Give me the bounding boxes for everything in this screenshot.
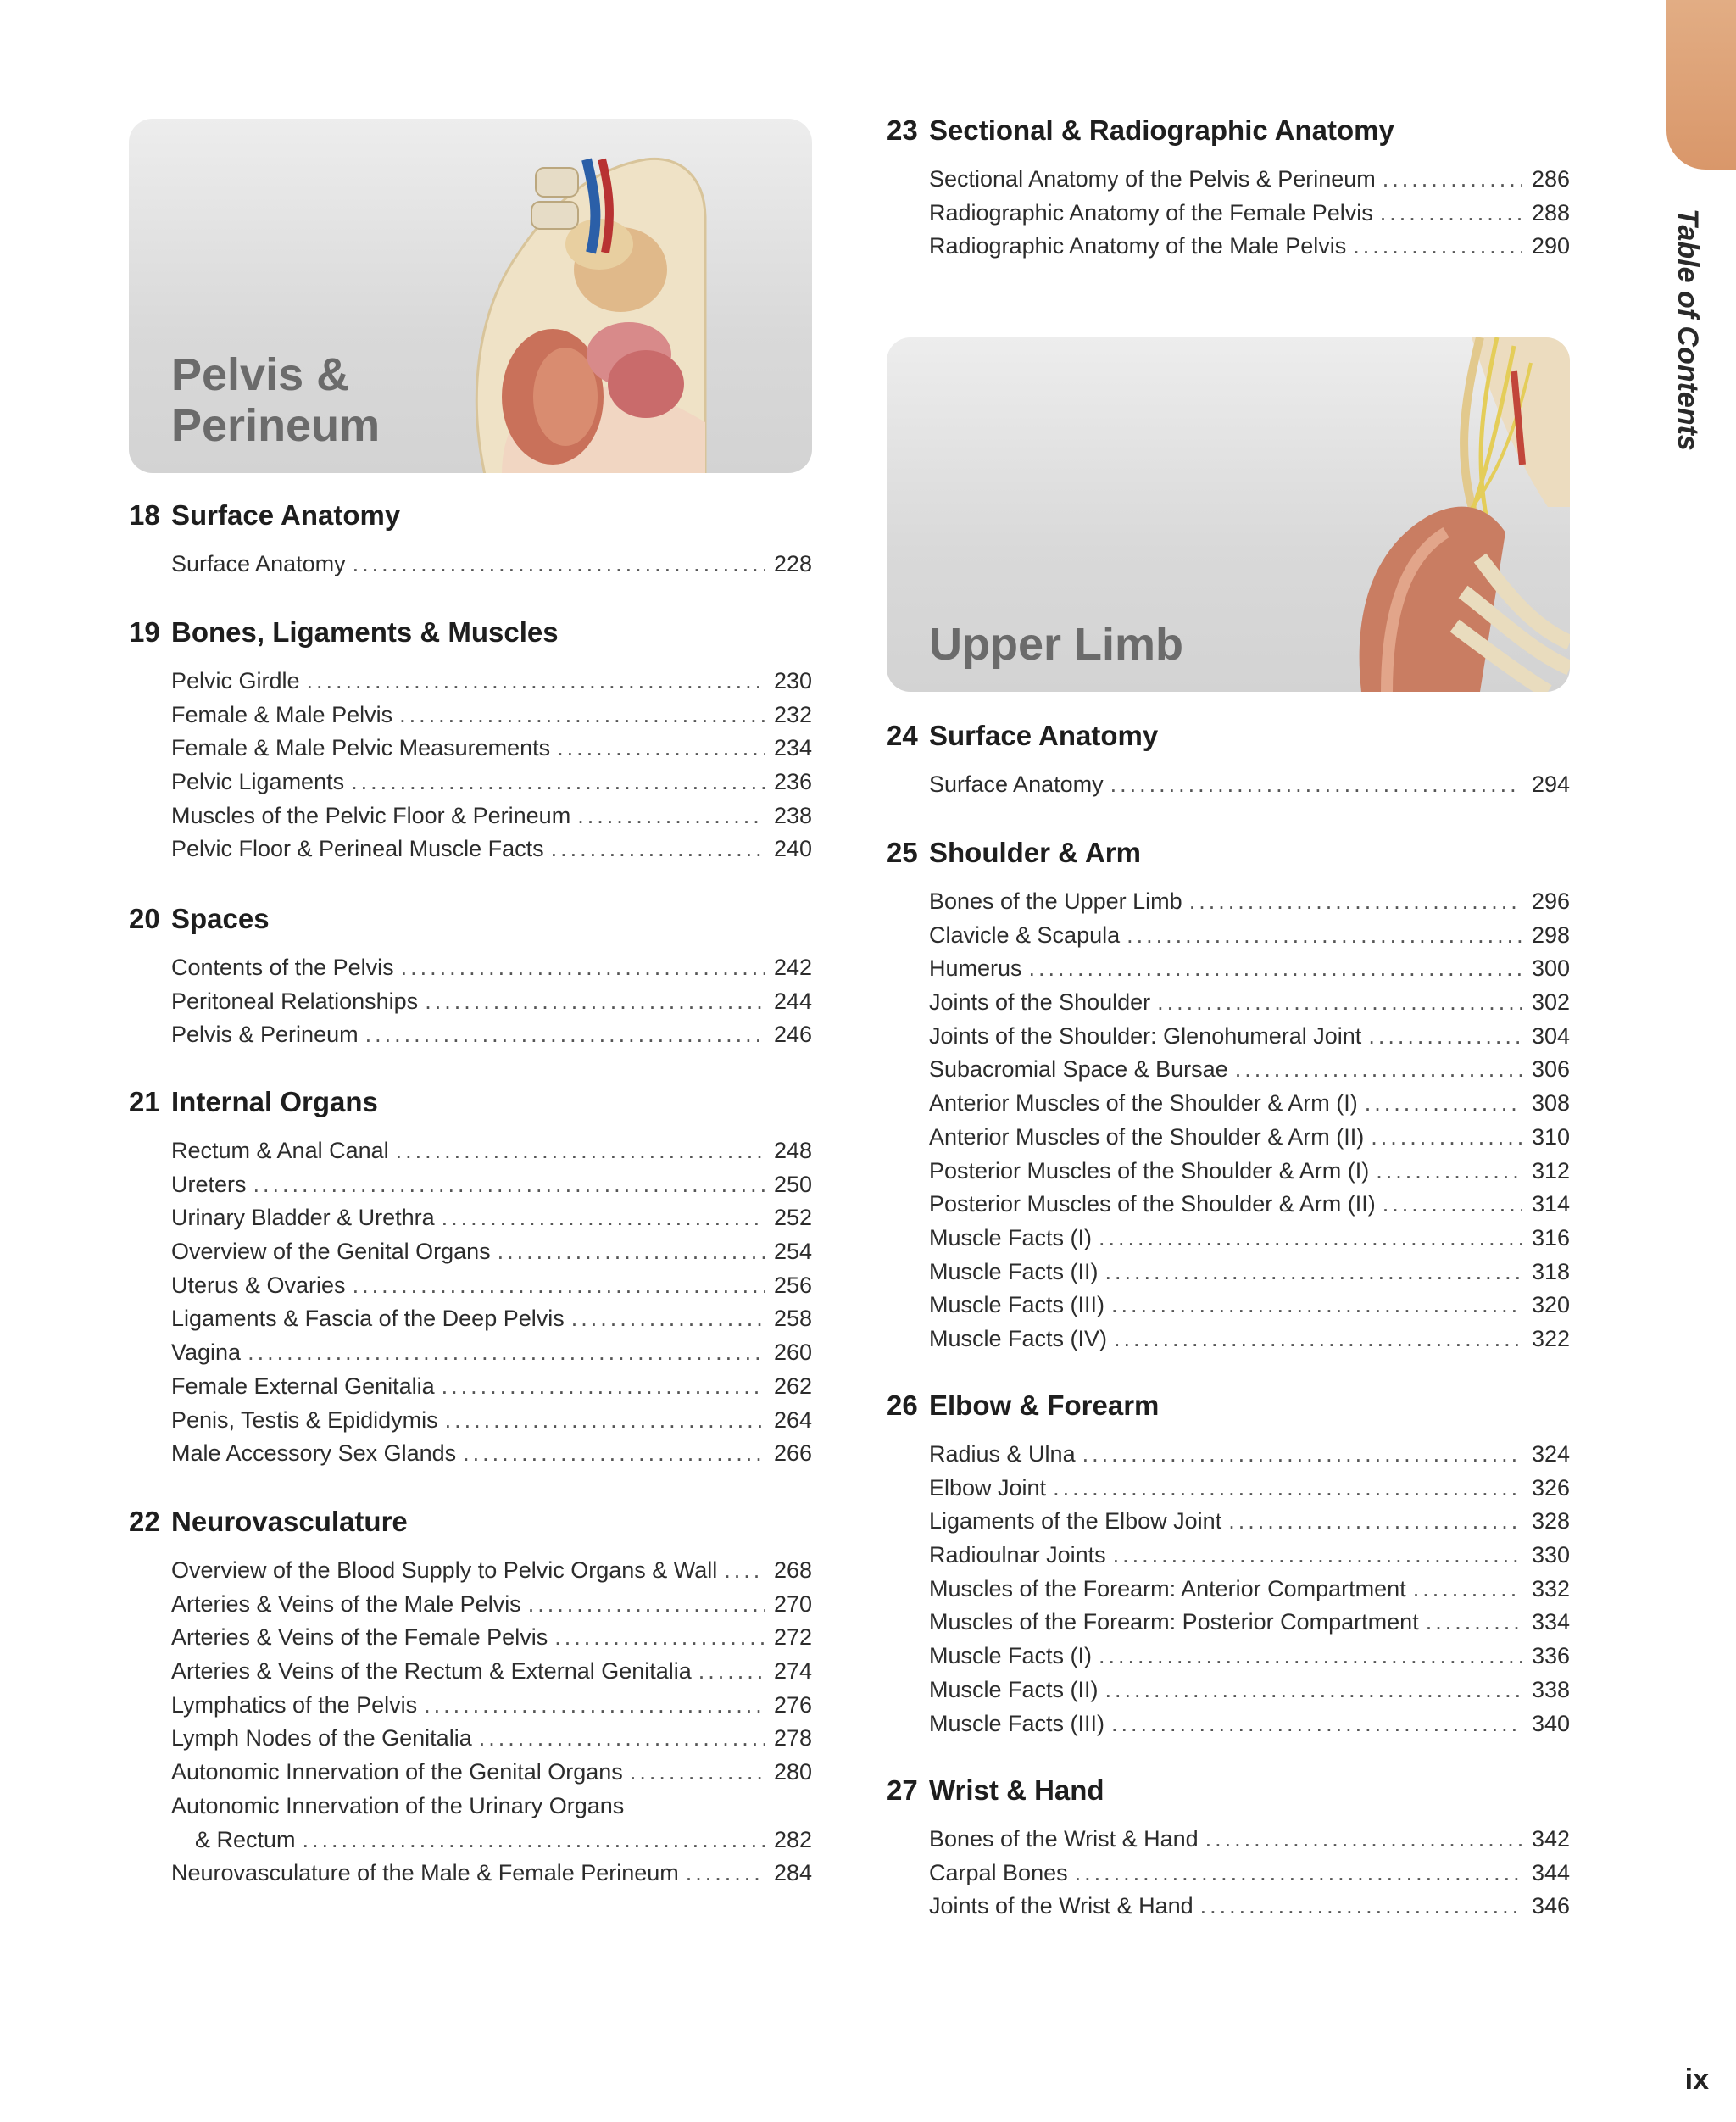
dot-leader [1371, 1124, 1522, 1150]
entry-title: Muscle Facts (I) [929, 1643, 1093, 1669]
entry-title: Ligaments of the Elbow Joint [929, 1508, 1222, 1534]
entry-page-number: 246 [773, 1022, 812, 1048]
toc-entry[interactable] [129, 803, 812, 837]
page-number: ix [1684, 2064, 1709, 2096]
entry-page-number: 296 [1531, 888, 1570, 914]
dot-leader [1157, 989, 1522, 1016]
entry-page-number: 342 [1531, 1826, 1570, 1852]
part-banner-upper-limb [887, 337, 1570, 692]
entry-title: Peritoneal Relationships [171, 988, 419, 1014]
entry-title: Female External Genitalia [171, 1373, 435, 1399]
chapter-title: Spaces [171, 903, 270, 934]
chapter-entries [887, 166, 1570, 267]
dot-leader [1105, 1677, 1522, 1703]
toc-entry[interactable] [129, 668, 812, 702]
dot-leader [1189, 888, 1522, 915]
chapter-number: 19 [129, 616, 160, 648]
dot-leader [686, 1860, 765, 1886]
entry-title: Female & Male Pelvis [171, 701, 393, 727]
dot-leader [307, 668, 765, 694]
entry-title: Female & Male Pelvic Measurements [171, 735, 551, 761]
dot-leader [399, 702, 765, 728]
chapter-23 [887, 105, 1570, 267]
toc-entry[interactable] [129, 1591, 812, 1625]
toc-entry[interactable] [887, 1326, 1570, 1360]
dot-leader [442, 1205, 765, 1231]
dot-leader [1105, 1259, 1522, 1285]
entry-title: Pelvic Girdle [171, 668, 300, 693]
dot-leader [1383, 166, 1522, 192]
dot-leader [445, 1407, 765, 1434]
entry-page-number: 234 [773, 735, 812, 761]
entry-title: Autonomic Innervation of the Genital Organs [171, 1759, 623, 1785]
toc-entry[interactable] [887, 200, 1570, 234]
toc-entry[interactable] [887, 1609, 1570, 1643]
chapter-title: Wrist & Hand [929, 1774, 1104, 1806]
chapter-22 [129, 1496, 812, 1894]
entry-page-number: 288 [1531, 199, 1570, 226]
dot-leader [554, 1624, 765, 1651]
toc-entry[interactable] [129, 551, 812, 585]
entry-title: Overview of the Blood Supply to Pelvic Organs & Wall [171, 1557, 718, 1583]
entry-page-number: 272 [773, 1624, 812, 1651]
entry-title: Joints of the Shoulder: Glenohumeral Joint [929, 1022, 1362, 1049]
entry-page-number: 256 [773, 1272, 812, 1298]
entry-title: Urinary Bladder & Urethra [171, 1205, 435, 1231]
chapter-entries [887, 888, 1570, 1360]
dot-leader [1205, 1826, 1522, 1852]
toc-entry[interactable] [129, 735, 812, 769]
toc-entry[interactable] [129, 1172, 812, 1206]
dot-leader [1413, 1576, 1522, 1602]
entry-title: Uterus & Ovaries [171, 1272, 346, 1298]
entry-title: Muscle Facts (I) [929, 1224, 1093, 1250]
entry-page-number: 232 [773, 701, 812, 727]
entry-title: Anterior Muscles of the Shoulder & Arm (I) [929, 1090, 1358, 1117]
toc-entry[interactable] [129, 1860, 812, 1894]
side-tab-text: Table of Contents [1672, 209, 1704, 451]
upper-limb-illustration [1260, 337, 1570, 692]
dot-leader [253, 1172, 765, 1198]
dot-leader [630, 1759, 765, 1785]
dot-leader [1228, 1508, 1522, 1534]
toc-entry[interactable] [129, 1339, 812, 1373]
entry-title: Muscle Facts (IV) [929, 1325, 1108, 1351]
entry-title: Surface Anatomy [929, 771, 1104, 797]
entry-page-number: 336 [1531, 1643, 1570, 1669]
entry-title: Muscles of the Forearm: Posterior Compartment [929, 1609, 1419, 1635]
entry-page-number: 290 [1531, 233, 1570, 259]
toc-entry[interactable] [129, 1827, 812, 1861]
toc-entry[interactable] [887, 1225, 1570, 1259]
toc-entry[interactable] [129, 1440, 812, 1474]
toc-entry[interactable] [129, 1407, 812, 1441]
toc-entry[interactable] [129, 1692, 812, 1726]
entry-page-number: 276 [773, 1691, 812, 1718]
entry-page-number: 252 [773, 1205, 812, 1231]
chapter-number: 25 [887, 837, 918, 868]
toc-entry[interactable] [129, 955, 812, 989]
dot-leader [425, 989, 765, 1015]
dot-leader [1380, 200, 1522, 226]
entry-page-number: 270 [773, 1590, 812, 1617]
dot-leader [698, 1658, 765, 1685]
chapter-entries [887, 771, 1570, 805]
dot-leader [1426, 1609, 1522, 1635]
entry-title: Bones of the Wrist & Hand [929, 1826, 1199, 1852]
chapter-number: 20 [129, 903, 160, 934]
toc-entry[interactable] [129, 989, 812, 1022]
dot-leader [1353, 233, 1522, 259]
chapter-heading [129, 894, 812, 944]
dot-leader [571, 1306, 765, 1332]
dot-leader [351, 769, 765, 795]
dot-leader [1383, 1191, 1522, 1217]
dot-leader [528, 1591, 765, 1618]
toc-entry[interactable] [887, 1711, 1570, 1745]
toc-entry[interactable] [887, 1023, 1570, 1057]
dot-leader [1075, 1860, 1522, 1886]
chapter-entries [129, 668, 812, 870]
entry-title: Overview of the Genital Organs [171, 1239, 491, 1265]
entry-title: Lymph Nodes of the Genitalia [171, 1725, 472, 1752]
chapter-number: 27 [887, 1774, 918, 1806]
entry-title: Pelvis & Perineum [171, 1022, 359, 1048]
entry-title: Posterior Muscles of the Shoulder & Arm (I) [929, 1157, 1370, 1184]
dot-leader [1099, 1643, 1522, 1669]
toc-entry[interactable] [129, 1624, 812, 1658]
toc-entry[interactable] [887, 1508, 1570, 1542]
dot-leader [463, 1440, 765, 1467]
entry-page-number: 330 [1531, 1542, 1570, 1568]
dot-leader [365, 1022, 765, 1048]
toc-entry[interactable] [129, 1273, 812, 1306]
toc-entry[interactable] [129, 1557, 812, 1591]
toc-entry[interactable] [887, 1441, 1570, 1475]
dot-leader [1111, 1292, 1522, 1318]
entry-title: Anterior Muscles of the Shoulder & Arm (II) [929, 1123, 1365, 1150]
entry-title: Arteries & Veins of the Rectum & External Genitalia [171, 1658, 692, 1685]
entry-page-number: 320 [1531, 1292, 1570, 1318]
chapter-25 [887, 827, 1570, 1360]
dot-leader [724, 1557, 765, 1584]
dot-leader [401, 955, 765, 981]
toc-entry[interactable] [129, 1759, 812, 1793]
entry-page-number: 242 [773, 955, 812, 980]
entry-title: Carpal Bones [929, 1859, 1068, 1885]
entry-page-number: 308 [1531, 1090, 1570, 1117]
dot-leader [303, 1827, 765, 1853]
toc-entry[interactable] [887, 1542, 1570, 1576]
toc-entry[interactable] [887, 1860, 1570, 1894]
entry-page-number: 318 [1531, 1258, 1570, 1284]
entry-title: Muscle Facts (II) [929, 1258, 1099, 1284]
entry-page-number: 322 [1531, 1325, 1570, 1351]
toc-entry[interactable] [887, 1643, 1570, 1677]
dot-leader [1113, 1542, 1522, 1568]
chapter-title: Internal Organs [171, 1086, 378, 1117]
dot-leader [1082, 1441, 1522, 1468]
entry-title: Posterior Muscles of the Shoulder & Arm (II) [929, 1191, 1376, 1217]
entry-title: Arteries & Veins of the Female Pelvis [171, 1624, 548, 1651]
entry-title: Neurovasculature of the Male & Female Perineum [171, 1860, 679, 1886]
entry-title: Ligaments & Fascia of the Deep Pelvis [171, 1306, 565, 1332]
entry-page-number: 298 [1531, 922, 1570, 948]
toc-entry[interactable] [887, 1576, 1570, 1610]
chapter-heading [129, 607, 812, 658]
chapter-title: Bones, Ligaments & Muscles [171, 616, 559, 648]
toc-entry[interactable] [887, 771, 1570, 805]
chapter-number: 18 [129, 499, 160, 531]
toc-entry[interactable] [129, 1373, 812, 1407]
entry-page-number: 338 [1531, 1676, 1570, 1702]
entry-page-number: 274 [773, 1658, 812, 1685]
entry-page-number: 334 [1531, 1609, 1570, 1635]
dot-leader [424, 1692, 765, 1718]
entry-page-number: 304 [1531, 1022, 1570, 1049]
entry-page-number: 284 [773, 1860, 812, 1886]
toc-entry[interactable] [129, 1793, 812, 1827]
chapter-number: 24 [887, 720, 918, 751]
toc-entry[interactable] [129, 1239, 812, 1273]
entry-title: Male Accessory Sex Glands [171, 1440, 457, 1467]
dot-leader [1127, 922, 1522, 949]
entry-page-number: 340 [1531, 1710, 1570, 1736]
entry-page-number: 280 [773, 1759, 812, 1785]
chapter-heading [887, 1380, 1570, 1431]
toc-entry[interactable] [129, 1658, 812, 1692]
dot-leader [479, 1725, 765, 1752]
toc-entry[interactable] [129, 836, 812, 870]
chapter-entries [887, 1441, 1570, 1744]
toc-entry[interactable] [887, 1475, 1570, 1509]
entry-page-number: 316 [1531, 1224, 1570, 1250]
dot-leader [1099, 1225, 1522, 1251]
toc-entry[interactable] [887, 1191, 1570, 1225]
toc-entry[interactable] [887, 989, 1570, 1023]
entry-page-number: 250 [773, 1171, 812, 1197]
pelvis-illustration [451, 142, 739, 473]
entry-page-number: 286 [1531, 166, 1570, 192]
chapter-heading [887, 827, 1570, 878]
chapter-number: 26 [887, 1390, 918, 1421]
entry-page-number: 240 [773, 836, 812, 862]
entry-title: Radius & Ulna [929, 1441, 1076, 1467]
entry-page-number: 326 [1531, 1474, 1570, 1501]
entry-page-number: 312 [1531, 1157, 1570, 1184]
entry-title: Muscle Facts (III) [929, 1292, 1105, 1318]
part-title-pelvis: Pelvis & Perineum [171, 349, 381, 451]
dot-leader [1053, 1475, 1522, 1501]
entry-title: Lymphatics of the Pelvis [171, 1691, 418, 1718]
dot-leader [1365, 1090, 1522, 1117]
dot-leader [577, 803, 765, 829]
toc-entry[interactable] [129, 1205, 812, 1239]
entry-title: Muscle Facts (III) [929, 1710, 1105, 1736]
entry-title: Pelvic Floor & Perineal Muscle Facts [171, 836, 544, 862]
dot-leader [1200, 1893, 1522, 1919]
entry-title: Muscles of the Pelvic Floor & Perineum [171, 802, 571, 828]
entry-title: Radioulnar Joints [929, 1542, 1106, 1568]
entry-page-number: 268 [773, 1557, 812, 1583]
dot-leader [248, 1339, 765, 1366]
entry-title: Radiographic Anatomy of the Female Pelvis [929, 199, 1373, 226]
dot-leader [1368, 1023, 1522, 1050]
toc-entry[interactable] [887, 166, 1570, 200]
entry-page-number: 344 [1531, 1859, 1570, 1885]
toc-entry[interactable] [887, 1677, 1570, 1711]
chapter-number: 22 [129, 1506, 160, 1537]
dot-leader [551, 836, 765, 862]
dot-leader [557, 735, 765, 761]
entry-title: Muscle Facts (II) [929, 1676, 1099, 1702]
chapter-title: Neurovasculature [171, 1506, 408, 1537]
entry-title: Arteries & Veins of the Male Pelvis [171, 1590, 521, 1617]
chapter-number: 23 [887, 114, 918, 146]
toc-entry[interactable] [887, 1124, 1570, 1158]
toc-entry[interactable] [887, 1893, 1570, 1927]
chapter-21 [129, 1077, 812, 1474]
dot-leader [1111, 1711, 1522, 1737]
chapter-entries [129, 1557, 812, 1894]
dot-leader [396, 1138, 765, 1164]
toc-entry[interactable] [887, 1158, 1570, 1192]
chapter-entries [887, 1826, 1570, 1927]
toc-entry[interactable] [129, 1022, 812, 1055]
toc-entry[interactable] [887, 955, 1570, 989]
dot-leader [498, 1239, 765, 1265]
entry-page-number: 332 [1531, 1575, 1570, 1601]
chapter-27 [887, 1765, 1570, 1927]
entry-page-number: 302 [1531, 989, 1570, 1016]
entry-page-number: 254 [773, 1239, 812, 1265]
entry-page-number: 294 [1531, 771, 1570, 797]
entry-title: Ureters [171, 1171, 247, 1197]
chapter-18 [129, 490, 812, 585]
dot-leader [1029, 955, 1522, 982]
entry-page-number: 258 [773, 1306, 812, 1332]
toc-entry[interactable] [129, 1138, 812, 1172]
toc-entry[interactable] [887, 1090, 1570, 1124]
chapter-title: Sectional & Radiographic Anatomy [929, 114, 1394, 146]
chapter-entries [129, 1138, 812, 1474]
toc-entry[interactable] [887, 1826, 1570, 1860]
toc-entry[interactable] [129, 1725, 812, 1759]
chapter-19 [129, 607, 812, 870]
entry-page-number: 310 [1531, 1123, 1570, 1150]
part-banner-pelvis [129, 119, 812, 473]
entry-page-number: 324 [1531, 1441, 1570, 1467]
chapter-title: Elbow & Forearm [929, 1390, 1160, 1421]
chapter-heading [887, 710, 1570, 761]
entry-page-number: 260 [773, 1339, 812, 1366]
entry-page-number: 328 [1531, 1508, 1570, 1534]
chapter-24 [887, 710, 1570, 805]
entry-page-number: 306 [1531, 1056, 1570, 1083]
entry-title: Radiographic Anatomy of the Male Pelvis [929, 233, 1347, 259]
chapter-title: Surface Anatomy [171, 499, 401, 531]
entry-page-number: 264 [773, 1406, 812, 1433]
dot-leader [353, 1273, 765, 1299]
entry-title: Joints of the Shoulder [929, 989, 1151, 1016]
entry-title: Elbow Joint [929, 1474, 1047, 1501]
side-tab-label [1672, 209, 1729, 451]
entry-title: Humerus [929, 955, 1022, 982]
toc-entry[interactable] [887, 1292, 1570, 1326]
entry-page-number: 266 [773, 1440, 812, 1467]
chapter-heading [129, 490, 812, 541]
part-title-upper-limb: Upper Limb [929, 619, 1184, 670]
entry-page-number: 282 [773, 1826, 812, 1852]
chapter-number: 21 [129, 1086, 160, 1117]
chapter-entries [129, 551, 812, 585]
entry-page-number: 244 [773, 988, 812, 1014]
dot-leader [1235, 1056, 1522, 1083]
chapter-heading [129, 1496, 812, 1547]
toc-entry[interactable] [887, 888, 1570, 922]
chapter-title: Shoulder & Arm [929, 837, 1141, 868]
entry-title: Contents of the Pelvis [171, 955, 394, 980]
entry-page-number: 346 [1531, 1893, 1570, 1919]
entry-title: Clavicle & Scapula [929, 922, 1121, 948]
entry-page-number: 262 [773, 1373, 812, 1399]
section-tab [1666, 0, 1736, 170]
entry-title: Surface Anatomy [171, 551, 346, 576]
entry-title: Sectional Anatomy of the Pelvis & Perineum [929, 166, 1376, 192]
entry-page-number: 278 [773, 1725, 812, 1752]
chapter-heading [887, 105, 1570, 156]
toc-entry[interactable] [887, 922, 1570, 956]
toc-entry[interactable] [129, 769, 812, 803]
toc-entry[interactable] [129, 702, 812, 736]
toc-entry[interactable] [129, 1306, 812, 1339]
entry-page-number: 314 [1531, 1191, 1570, 1217]
entry-page-number: 236 [773, 769, 812, 795]
entry-title: Autonomic Innervation of the Urinary Organs [171, 1792, 625, 1818]
entry-page-number: 238 [773, 802, 812, 828]
entry-page-number: 230 [773, 668, 812, 693]
toc-entry[interactable] [887, 1259, 1570, 1293]
chapter-26 [887, 1380, 1570, 1744]
toc-entry[interactable] [887, 233, 1570, 267]
entry-title: & Rectum [195, 1826, 296, 1852]
toc-entry[interactable] [887, 1056, 1570, 1090]
entry-title: Subacromial Space & Bursae [929, 1056, 1228, 1083]
chapter-20 [129, 894, 812, 1055]
entry-title: Muscles of the Forearm: Anterior Compartment [929, 1575, 1406, 1601]
entry-title: Joints of the Wrist & Hand [929, 1893, 1194, 1919]
entry-page-number: 228 [773, 551, 812, 576]
chapter-entries [129, 955, 812, 1055]
entry-title: Pelvic Ligaments [171, 769, 345, 795]
entry-page-number: 300 [1531, 955, 1570, 982]
dot-leader [353, 551, 765, 577]
entry-title: Penis, Testis & Epididymis [171, 1406, 438, 1433]
chapter-heading [129, 1077, 812, 1128]
dot-leader [442, 1373, 765, 1400]
entry-title: Bones of the Upper Limb [929, 888, 1182, 914]
dot-leader [1114, 1326, 1522, 1352]
entry-page-number: 248 [773, 1138, 812, 1163]
entry-title: Vagina [171, 1339, 242, 1366]
dot-leader [1110, 771, 1522, 798]
entry-title: Rectum & Anal Canal [171, 1138, 389, 1163]
dot-leader [1376, 1158, 1522, 1184]
chapter-heading [887, 1765, 1570, 1816]
chapter-title: Surface Anatomy [929, 720, 1159, 751]
